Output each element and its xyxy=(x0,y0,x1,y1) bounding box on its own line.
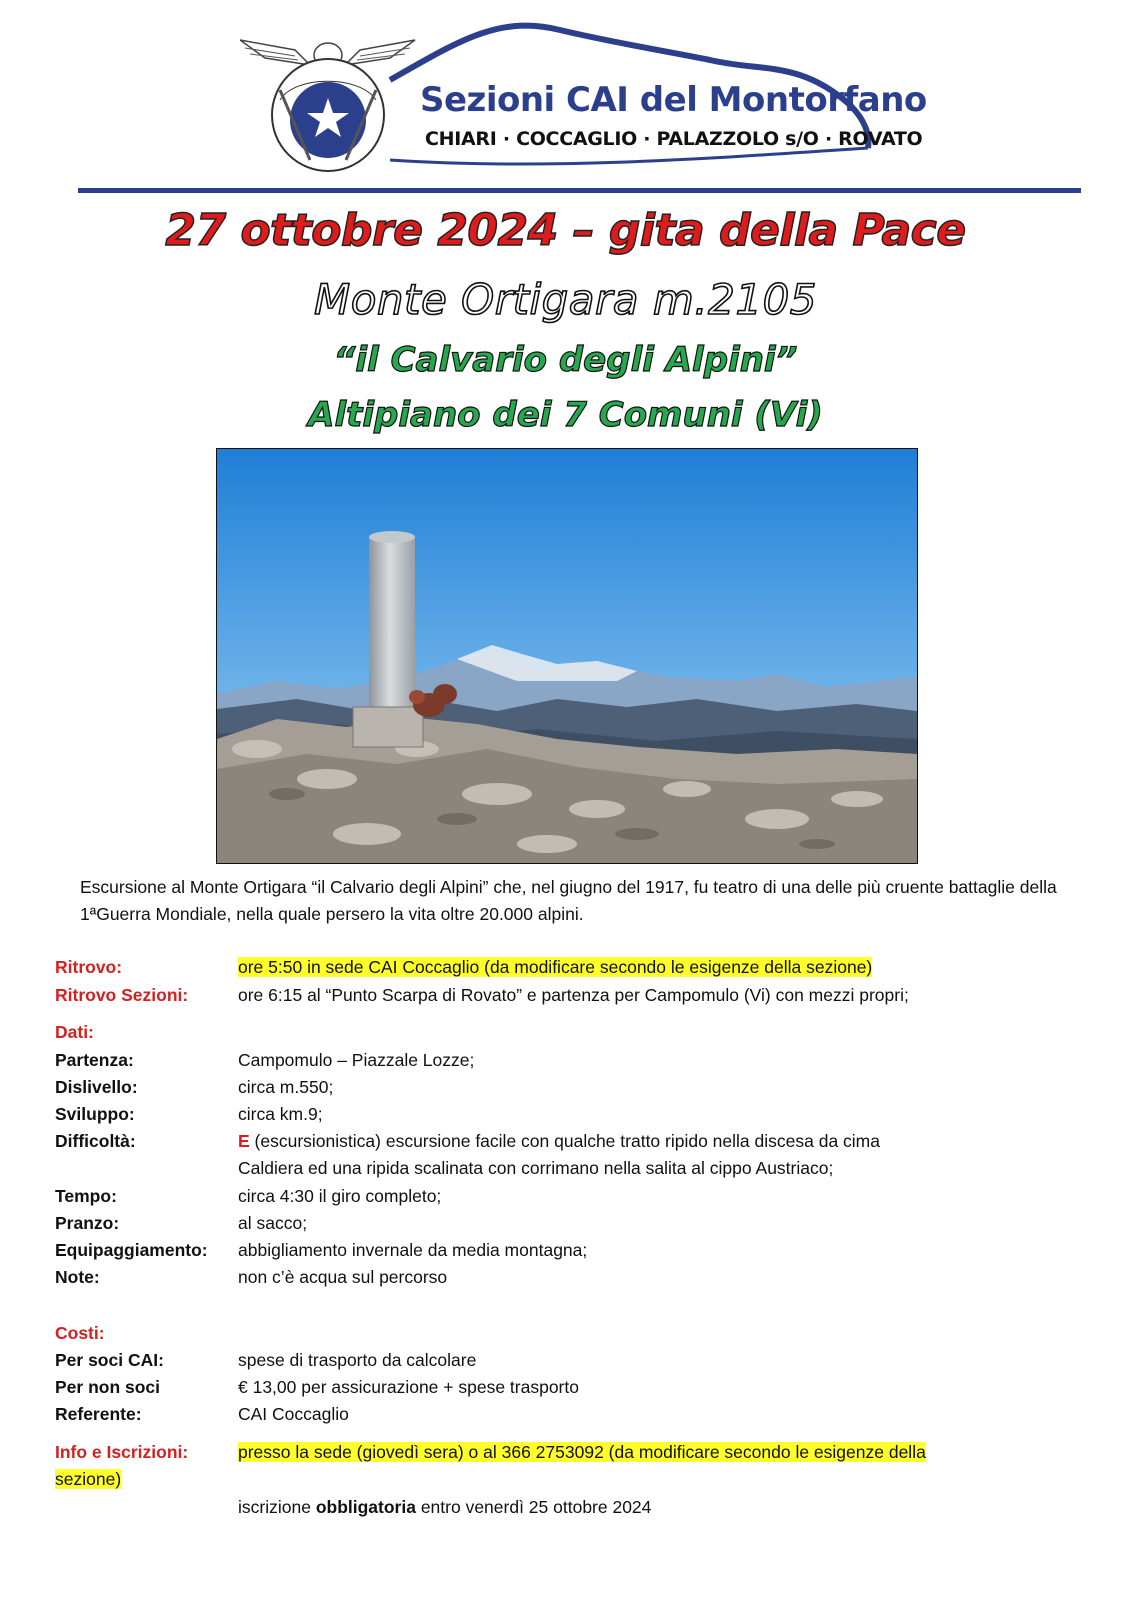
org-name: Sezioni CAI del Montorfano xyxy=(420,80,927,120)
ritrovo-sezioni-label: Ritrovo Sezioni: xyxy=(55,985,189,1005)
difficolta-label: Difficoltà: xyxy=(55,1131,136,1151)
info-label: Info e Iscrizioni: xyxy=(55,1442,189,1462)
tempo-value: circa 4:30 il giro completo; xyxy=(238,1186,442,1206)
dati-heading: Dati: xyxy=(55,1022,94,1042)
nickname-title: “il Calvario degli Alpini” xyxy=(333,340,798,380)
referente-label: Referente: xyxy=(55,1404,142,1424)
non-soci-label: Per non soci xyxy=(55,1377,161,1397)
deadline-bold: obbligatoria xyxy=(315,1497,416,1517)
soci-label: Per soci CAI: xyxy=(55,1350,164,1370)
info-note-cont xyxy=(55,1469,121,1490)
sviluppo-label: Sviluppo: xyxy=(55,1104,135,1124)
deadline-pre: iscrizione xyxy=(238,1497,316,1517)
sviluppo-value: circa km.9; xyxy=(238,1104,323,1124)
soci-value: spese di trasporto da calcolare xyxy=(238,1350,477,1370)
info-contact: presso la sede (giovedì sera) o al 366 2753092 xyxy=(238,1442,604,1462)
org-sections: CHIARI · COCCAGLIO · PALAZZOLO s/O · ROVATO xyxy=(425,128,923,150)
info-note: (da modificare secondo le esigenze della xyxy=(603,1442,926,1462)
info-value xyxy=(238,1442,926,1463)
ritrovo-label: Ritrovo: xyxy=(55,957,123,977)
partenza-value: Campomulo – Piazzale Lozze; xyxy=(238,1050,475,1070)
note-value: non c’è acqua sul percorso xyxy=(238,1267,448,1287)
referente-value: CAI Coccaglio xyxy=(238,1404,349,1424)
pranzo-value: al sacco; xyxy=(238,1213,308,1233)
difficolta-text-1: (escursionistica) escursione facile con qualche tratto ripido nella discesa da cima xyxy=(249,1131,880,1151)
partenza-label: Partenza: xyxy=(55,1050,134,1070)
difficolta-value xyxy=(238,1131,880,1152)
mountain-title: Monte Ortigara m.2105 xyxy=(313,275,818,324)
event-date-title: 27 ottobre 2024 – gita della Pace xyxy=(165,205,966,256)
ritrovo-sezioni-value: ore 6:15 al “Punto Scarpa di Rovato” e partenza per Campomulo (Vi) con mezzi propri; xyxy=(238,985,909,1005)
tempo-label: Tempo: xyxy=(55,1186,117,1206)
mountain-photo xyxy=(216,448,918,864)
dislivello-value: circa m.550; xyxy=(238,1077,334,1097)
intro-paragraph: Escursione al Monte Ortigara “il Calvario degli Alpini” che, nel giugno del 1917, fu teatro di una delle più cruente battaglie della 1ªGuerra Mondiale, nella quale persero la vita oltre 20.000 alpini. xyxy=(80,877,1057,924)
difficolta-grade: E xyxy=(238,1131,250,1151)
iscrizione-deadline xyxy=(238,1497,651,1518)
cai-badge-icon xyxy=(272,59,384,171)
ritrovo-value xyxy=(238,957,872,978)
costi-heading: Costi: xyxy=(55,1323,105,1343)
info-note-cont-text: sezione) xyxy=(55,1469,122,1489)
equipaggiamento-label: Equipaggiamento: xyxy=(55,1240,208,1260)
header-divider xyxy=(78,188,1081,193)
equipaggiamento-value: abbigliamento invernale da media montagna; xyxy=(238,1240,588,1260)
note-label: Note: xyxy=(55,1267,100,1287)
pranzo-label: Pranzo: xyxy=(55,1213,120,1233)
ritrovo-value-text: ore 5:50 in sede CAI Coccaglio (da modificare secondo le esigenze della sezione) xyxy=(238,957,873,977)
non-soci-value: € 13,00 per assicurazione + spese trasporto xyxy=(238,1377,579,1397)
dislivello-label: Dislivello: xyxy=(55,1077,138,1097)
area-title: Altipiano dei 7 Comuni (Vi) xyxy=(308,395,823,435)
deadline-post: entro venerdì 25 ottobre 2024 xyxy=(415,1497,652,1517)
difficolta-text-2: Caldiera ed una ripida scalinata con corrimano nella salita al cippo Austriaco; xyxy=(238,1158,834,1178)
